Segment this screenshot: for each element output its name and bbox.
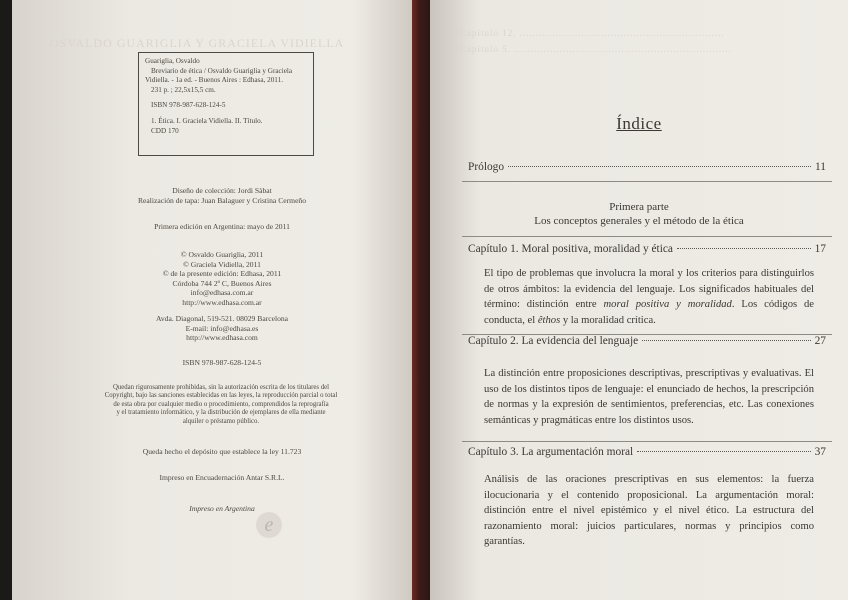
design-line: Realización de tapa: Juan Balaguer y Cristina Cermeño bbox=[137, 195, 307, 205]
notice-line: Quedan rigurosamente prohibidas, sin la autorización escrita de los titulares del bbox=[112, 384, 330, 391]
notice-line: y el tratamiento informático, y la distribución de ejemplares de ella mediante bbox=[116, 409, 326, 417]
description-run: y la moralidad crítica. bbox=[560, 314, 656, 326]
toc-entry-chapter-2[interactable] bbox=[468, 335, 826, 347]
book-spine bbox=[412, 0, 430, 600]
notice-line: alquiler o préstamo público. bbox=[182, 417, 260, 425]
design-credits bbox=[124, 186, 320, 205]
cip-line: Vidiella. - 1a ed. - Buenos Aires : Edhasa, 2011. bbox=[145, 76, 284, 85]
cip-line: CDD 170 bbox=[151, 126, 179, 135]
ghost-line: Capítulo 5. ................................................................... bbox=[460, 44, 732, 54]
publisher-logo: e bbox=[256, 512, 282, 538]
toc-page: 11 bbox=[815, 161, 826, 173]
description-run: êthos bbox=[537, 314, 561, 326]
isbn: ISBN 978-987-628-124-5 bbox=[182, 358, 262, 367]
cip-line: 1. Ética. I. Graciela Vidiella. II. Título. bbox=[151, 116, 263, 125]
toc-label: Prólogo bbox=[468, 161, 505, 173]
leader-dots bbox=[642, 340, 810, 341]
leader-dots bbox=[677, 248, 811, 249]
toc-label: Capítulo 1. Moral positiva, moralidad y ética bbox=[468, 243, 673, 255]
toc-label: Capítulo 3. La argumentación moral bbox=[468, 446, 634, 458]
description-run: moral positiva y moralidad bbox=[603, 299, 732, 310]
notice-line: de esta obra por cualquier medio o procedimiento, comprendidos la reprografía bbox=[113, 400, 329, 408]
cip-line: ISBN 978-987-628-124-5 bbox=[151, 101, 226, 110]
copyright-line: © Osvaldo Guariglia, 2011 bbox=[180, 250, 264, 259]
left-page-copyright bbox=[12, 0, 412, 600]
toc-entry-chapter-3[interactable] bbox=[468, 446, 826, 458]
address-line: http://www.edhasa.com bbox=[186, 333, 258, 343]
toc-page: 17 bbox=[814, 243, 826, 255]
description-run: . Los códigos de conducta, el bbox=[484, 299, 814, 326]
cip-line: Breviario de ética / Osvaldo Guariglia y Graciela bbox=[151, 66, 293, 75]
copyright-line: info@edhasa.com.ar bbox=[190, 288, 254, 298]
part-subtitle: Los conceptos generales y el método de la ética bbox=[534, 215, 744, 227]
chapter-1-description bbox=[484, 266, 814, 328]
first-edition: Primera edición en Argentina: mayo de 2011 bbox=[154, 222, 290, 231]
description-run: Análisis de las oraciones prescriptivas en sus elementos: la fuerza ilocucionaria y el contenido proposicional. La argumentación moral: distinción entre el nivel epistémico y el nivel ético. La estructura del razonamiento moral: juicios particulares, normas y principios como garantías. bbox=[484, 474, 814, 547]
ghost-line: Capítulo 12. ............................................................... bbox=[460, 28, 725, 38]
toc-label: Capítulo 2. La evidencia del lenguaje bbox=[468, 335, 639, 347]
divider bbox=[462, 236, 832, 237]
legal-deposit: Queda hecho el depósito que establece la ley 11.723 bbox=[142, 447, 302, 456]
address-line: E-mail: info@edhasa.es bbox=[185, 323, 259, 333]
right-page-index bbox=[430, 0, 848, 600]
divider bbox=[462, 181, 832, 182]
description-run: La distinción entre proposiciones descriptivas, prescriptivas y evaluativas. El uso de los distintos tipos de lenguaje: el enunciado de hechos, la prescripción de normas y la expresión de sentimientos, preferencias, etc. Las conexiones semánticas y pragmáticas entre los distintos usos. bbox=[484, 368, 814, 426]
index-title: Índice bbox=[616, 114, 662, 133]
notice-line: Copyright, bajo las sanciones establecidas en las leyes, la reproducción parcial o total bbox=[104, 392, 338, 400]
address-line: Avda. Diagonal, 519-521. 08029 Barcelona bbox=[155, 314, 289, 323]
toc-entry-prologue[interactable] bbox=[468, 161, 826, 173]
copyright-line: Córdoba 744 2º C, Buenos Aires bbox=[172, 278, 272, 288]
toc-page: 37 bbox=[814, 446, 826, 458]
chapter-2-description bbox=[484, 366, 814, 428]
toc-entry-chapter-1[interactable] bbox=[468, 243, 826, 255]
toc-page: 27 bbox=[814, 335, 826, 347]
rights-notice bbox=[74, 384, 368, 426]
part-title: Primera parte bbox=[609, 201, 669, 213]
description-run: El tipo de problemas que involucra la moral y los criterios para distinguirlos de otros ámbitos: la evidencia del lenguaje. Los significados habituales del término: distinción entre bbox=[484, 268, 814, 310]
spain-address bbox=[124, 314, 320, 343]
chapter-3-description bbox=[484, 472, 814, 550]
ghost-header: OSVALDO GUARIGLIA Y GRACIELA VIDIELLA bbox=[50, 36, 345, 50]
printer: Impreso en Encuadernación Antar S.R.L. bbox=[159, 473, 285, 482]
printed-in: Impreso en Argentina bbox=[189, 504, 255, 513]
leader-dots bbox=[637, 451, 810, 452]
copyright-block bbox=[124, 250, 320, 308]
copyright-line: http://www.edhasa.com.ar bbox=[182, 297, 262, 307]
cip-line: Guariglia, Osvaldo bbox=[145, 57, 200, 65]
cip-line: 231 p. ; 22,5x15,5 cm. bbox=[151, 85, 216, 94]
design-line: Diseño de colección: Jordi Sàbat bbox=[172, 186, 272, 195]
copyright-line: © de la presente edición: Edhasa, 2011 bbox=[162, 269, 282, 279]
copyright-line: © Graciela Vidiella, 2011 bbox=[183, 259, 261, 269]
divider bbox=[462, 441, 832, 442]
leader-dots bbox=[508, 166, 811, 167]
cataloging-box bbox=[138, 52, 314, 156]
